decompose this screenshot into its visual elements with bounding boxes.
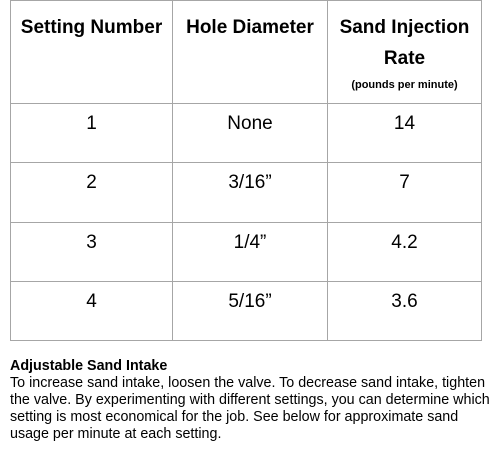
- cell-diameter: [173, 222, 328, 281]
- caption: [10, 358, 490, 443]
- cell-diameter-value: 3/16”: [228, 172, 272, 194]
- cell-setting-value: 4: [86, 290, 97, 312]
- cell-rate-value: 4.2: [391, 231, 418, 253]
- cell-rate: [328, 163, 482, 222]
- cell-rate: [328, 222, 482, 281]
- cell-setting-value: 2: [86, 172, 97, 194]
- table-row: [11, 281, 482, 340]
- header-sand-injection-rate: [328, 1, 482, 104]
- table-row: [11, 104, 482, 163]
- header-sand-injection-rate-label: Sand Injection Rate: [339, 17, 470, 69]
- cell-diameter-value: 5/16”: [228, 290, 272, 312]
- header-hole-diameter: [173, 1, 328, 104]
- cell-setting: [11, 281, 173, 340]
- cell-diameter-value: 1/4”: [233, 231, 267, 253]
- cell-setting-value: 1: [86, 113, 97, 134]
- cell-rate-value: 7: [399, 172, 410, 194]
- cell-setting: [11, 222, 173, 281]
- header-sand-injection-rate-unit: (pounds per minute): [351, 79, 458, 91]
- table-header-row: [11, 1, 482, 104]
- settings-table-container: [10, 0, 481, 341]
- settings-table: [10, 0, 482, 341]
- cell-setting: [11, 104, 173, 163]
- cell-setting: [11, 163, 173, 222]
- caption-title: Adjustable Sand Intake: [10, 358, 168, 374]
- table-row: [11, 163, 482, 222]
- cell-setting-value: 3: [86, 231, 97, 253]
- caption-body: To increase sand intake, loosen the valve. To decrease sand intake, tighten the valve. By experimenting with different settings, you can determine which setting is most economical for the job. See below for approximate sand usage per minute at each setting.: [10, 375, 490, 442]
- header-hole-diameter-label: Hole Diameter: [186, 17, 314, 38]
- table-row: [11, 222, 482, 281]
- cell-rate: [328, 281, 482, 340]
- header-setting-number: [11, 1, 173, 104]
- header-setting-number-label: Setting Number: [20, 17, 163, 38]
- cell-diameter: [173, 281, 328, 340]
- cell-rate-value: 14: [393, 113, 416, 134]
- cell-diameter: [173, 163, 328, 222]
- cell-diameter: [173, 104, 328, 163]
- cell-rate: [328, 104, 482, 163]
- cell-rate-value: 3.6: [391, 290, 418, 312]
- cell-diameter-value: None: [227, 113, 273, 134]
